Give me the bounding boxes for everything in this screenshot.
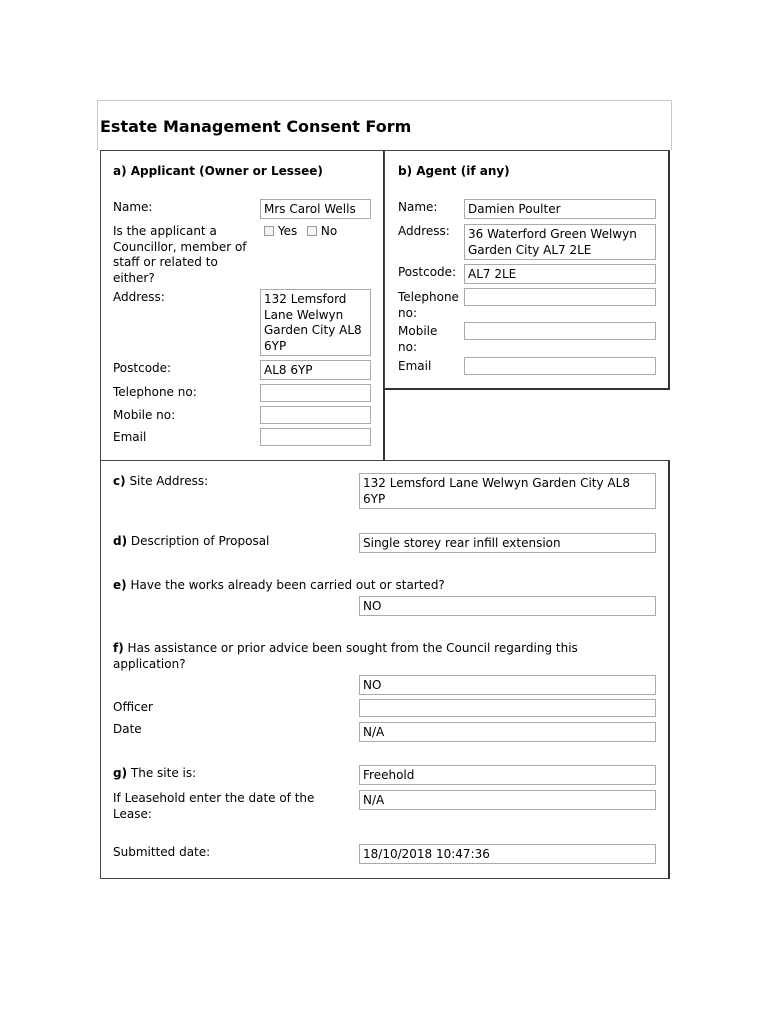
site-type-field[interactable]: Freehold bbox=[359, 765, 656, 785]
applicant-telephone-label: Telephone no: bbox=[113, 385, 197, 399]
agent-mobile-label: Mobile no: bbox=[398, 324, 438, 354]
agent-postcode-label: Postcode: bbox=[398, 265, 457, 279]
proposal-description-label: d) Description of Proposal bbox=[113, 534, 270, 548]
agent-mobile-field[interactable] bbox=[464, 322, 656, 340]
officer-field[interactable] bbox=[359, 699, 656, 717]
applicant-email-field[interactable] bbox=[260, 428, 371, 446]
agent-heading: b) Agent (if any) bbox=[398, 164, 510, 178]
applicant-name-field[interactable]: Mrs Carol Wells bbox=[260, 199, 371, 219]
applicant-councillor-label: Is the applicant a Councillor, member of staff or related to either? bbox=[113, 224, 247, 285]
applicant-name-label: Name: bbox=[113, 200, 153, 214]
submitted-date-field[interactable]: 18/10/2018 10:47:36 bbox=[359, 844, 656, 864]
prior-advice-label: f) Has assistance or prior advice been sought from the Council regarding this application? bbox=[113, 641, 578, 671]
agent-email-field[interactable] bbox=[464, 357, 656, 375]
site-address-field[interactable]: 132 Lemsford Lane Welwyn Garden City AL8 6YP bbox=[359, 473, 656, 509]
form-title: Estate Management Consent Form bbox=[100, 117, 412, 136]
applicant-telephone-field[interactable] bbox=[260, 384, 371, 402]
lease-date-field[interactable]: N/A bbox=[359, 790, 656, 810]
agent-address-label: Address: bbox=[398, 224, 450, 238]
agent-email-label: Email bbox=[398, 359, 432, 373]
no-checkbox[interactable] bbox=[307, 226, 317, 236]
date-field[interactable]: N/A bbox=[359, 722, 656, 742]
site-type-label: g) The site is: bbox=[113, 766, 197, 780]
lease-date-label: If Leasehold enter the date of the Lease: bbox=[113, 791, 315, 821]
agent-name-field[interactable]: Damien Poulter bbox=[464, 199, 656, 219]
officer-label: Officer bbox=[113, 700, 153, 714]
applicant-postcode-label: Postcode: bbox=[113, 361, 172, 375]
proposal-description-field[interactable]: Single storey rear infill extension bbox=[359, 533, 656, 553]
agent-telephone-field[interactable] bbox=[464, 288, 656, 306]
yes-checkbox[interactable] bbox=[264, 226, 274, 236]
no-label: No bbox=[320, 224, 338, 238]
applicant-councillor-options bbox=[264, 224, 337, 240]
applicant-mobile-label: Mobile no: bbox=[113, 408, 176, 422]
applicant-email-label: Email bbox=[113, 430, 147, 444]
agent-address-field[interactable]: 36 Waterford Green Welwyn Garden City AL7 2LE bbox=[464, 224, 656, 260]
agent-name-label: Name: bbox=[398, 200, 438, 214]
agent-telephone-label: Telephone no: bbox=[398, 290, 459, 320]
yes-label: Yes bbox=[277, 224, 298, 238]
applicant-postcode-field[interactable]: AL8 6YP bbox=[260, 360, 371, 380]
applicant-mobile-field[interactable] bbox=[260, 406, 371, 424]
prior-advice-field[interactable]: NO bbox=[359, 675, 656, 695]
date-label: Date bbox=[113, 722, 142, 736]
applicant-heading: a) Applicant (Owner or Lessee) bbox=[113, 164, 323, 178]
applicant-address-label: Address: bbox=[113, 290, 165, 304]
works-started-field[interactable]: NO bbox=[359, 596, 656, 616]
works-started-label: e) Have the works already been carried out or started? bbox=[113, 578, 445, 592]
applicant-address-field[interactable]: 132 Lemsford Lane Welwyn Garden City AL8 6YP bbox=[260, 289, 371, 356]
site-address-label: c) Site Address: bbox=[113, 474, 209, 488]
agent-postcode-field[interactable]: AL7 2LE bbox=[464, 264, 656, 284]
submitted-date-label: Submitted date: bbox=[113, 845, 211, 859]
